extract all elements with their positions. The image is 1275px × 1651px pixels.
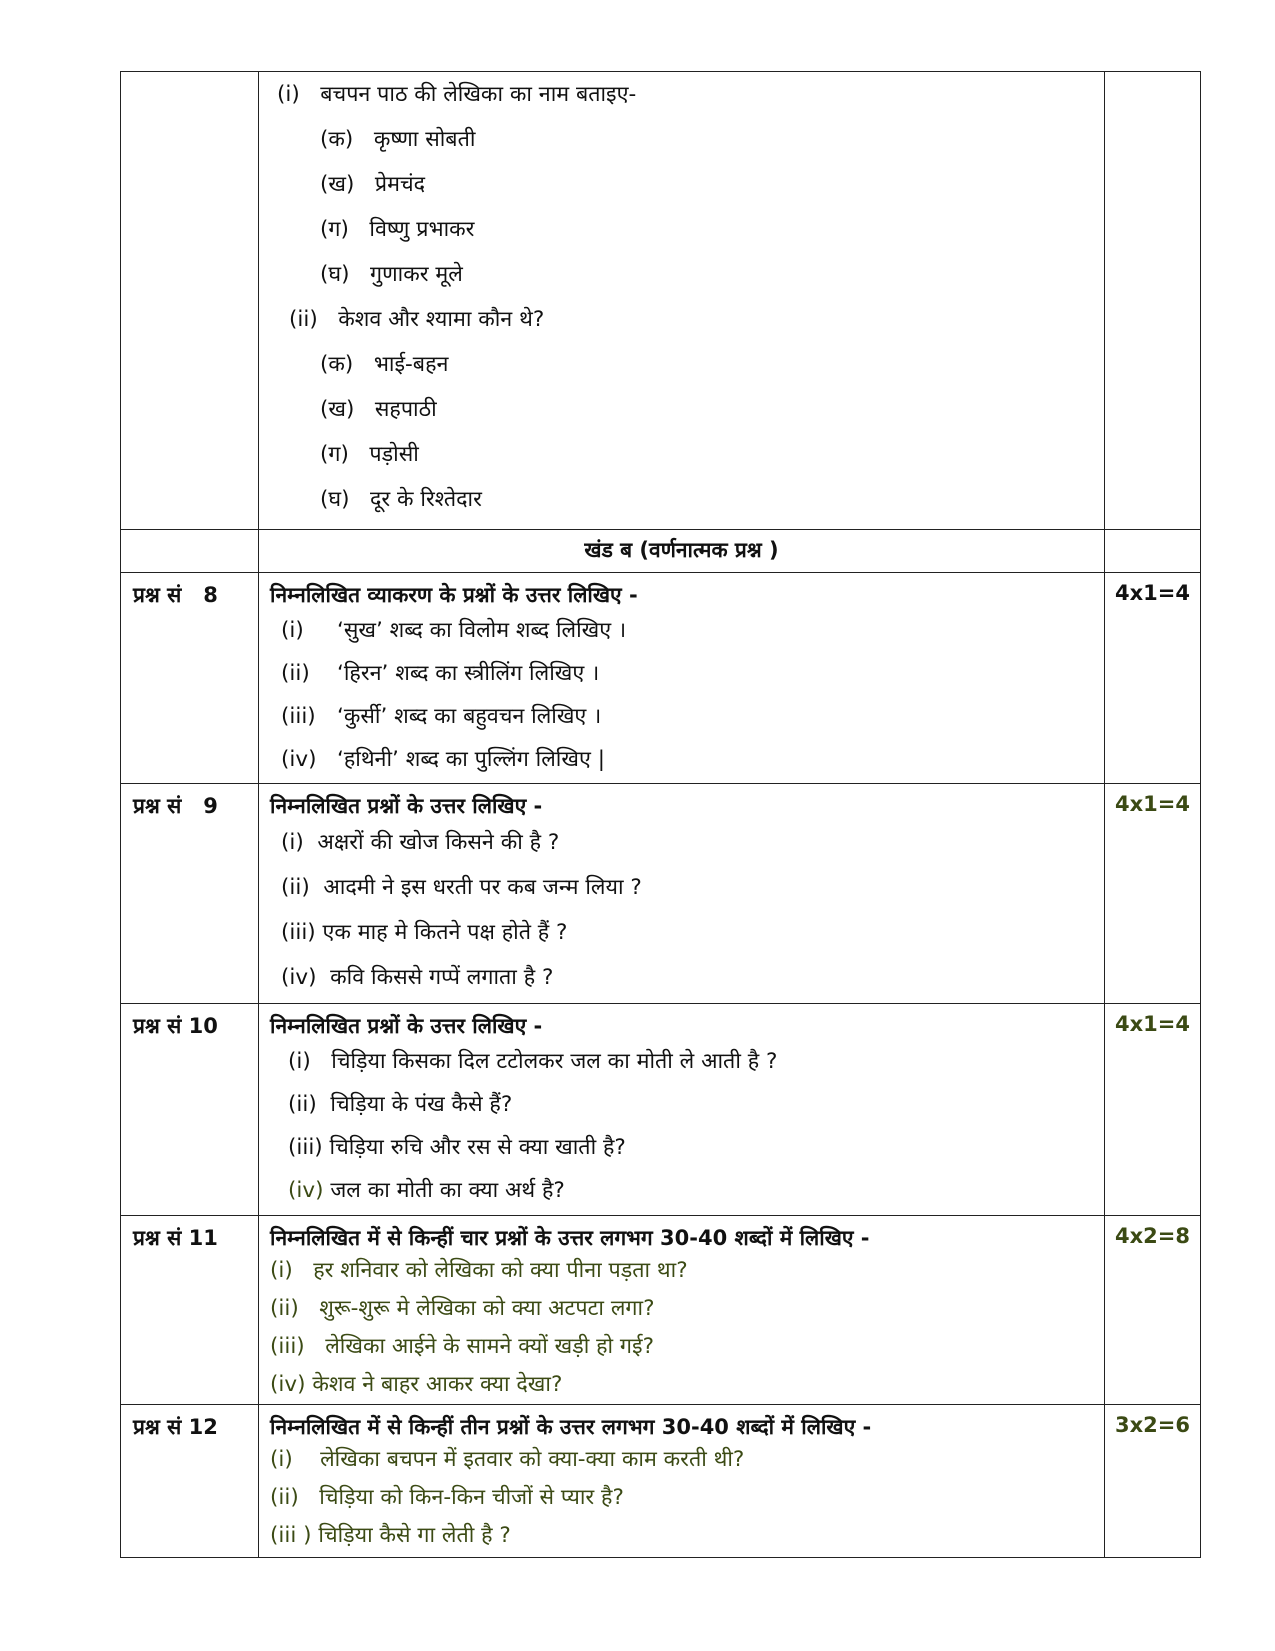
sub-text: एक माह मे कितने पक्ष होते हैं ? — [322, 920, 568, 945]
mcq-option — [259, 477, 1104, 522]
sub-label: (iv) — [288, 1178, 324, 1203]
sub-question — [259, 652, 1104, 695]
question-heading: निम्नलिखित व्याकरण के प्रश्नों के उत्तर लिखिए - — [270, 583, 638, 607]
sub-question — [259, 1290, 1104, 1328]
option-text: पड़ोसी — [369, 442, 419, 467]
question-row-8 — [121, 573, 1201, 784]
question-number: प्रश्न सं 12 — [121, 1405, 259, 1558]
mcq-number-cell — [121, 72, 259, 530]
sub-question — [259, 1252, 1104, 1290]
mcq-option — [259, 207, 1104, 252]
mcq-option — [259, 162, 1104, 207]
sub-text: केशव ने बाहर आकर क्या देखा? — [312, 1372, 563, 1397]
sub-text: चिड़िया कैसे गा लेती है ? — [318, 1523, 511, 1548]
empty-cell — [121, 530, 259, 573]
mcq-question-2 — [259, 297, 1104, 342]
question-table — [120, 71, 1201, 1558]
sub-question — [259, 910, 1104, 955]
q-label: (i) — [277, 82, 300, 107]
option-key: (घ) — [320, 262, 350, 287]
sub-label: (ii) — [270, 1485, 299, 1510]
sub-question — [259, 1328, 1104, 1366]
mcq-marks-cell — [1105, 72, 1201, 530]
option-text: दूर के रिश्तेदार — [370, 487, 482, 512]
mcq-content-cell — [259, 72, 1105, 530]
sub-question — [259, 1169, 1104, 1212]
sub-label: (ii) — [281, 661, 310, 686]
question-row-12 — [121, 1405, 1201, 1558]
sub-label: (iii ) — [270, 1523, 312, 1548]
section-b-title: खंड ब (वर्णनात्मक प्रश्न ) — [259, 530, 1105, 573]
sub-text: अक्षरों की खोज किसने की है ? — [317, 830, 560, 855]
sub-question — [259, 1441, 1104, 1479]
sub-question — [259, 738, 1104, 781]
sub-text: ‘हथिनी’ शब्द का पुल्लिंग लिखिए | — [337, 747, 605, 772]
sub-label: (iv) — [281, 747, 317, 772]
question-heading: निम्नलिखित में से किन्हीं चार प्रश्नों के उत्तर लगभग 30-40 शब्दों में लिखिए - — [270, 1226, 870, 1250]
sub-label: (ii) — [281, 875, 310, 900]
marks: 4x1=4 — [1105, 784, 1201, 1004]
sub-label: (i) — [270, 1447, 293, 1472]
sub-label: (i) — [270, 1258, 293, 1283]
sub-label: (iii) — [281, 920, 316, 945]
sub-text: चिड़िया रुचि और रस से क्या खाती है? — [329, 1135, 626, 1160]
sub-label: (iii) — [288, 1135, 323, 1160]
sub-question — [259, 1517, 1104, 1555]
option-text: विष्णु प्रभाकर — [369, 217, 475, 242]
option-text: भाई-बहन — [373, 352, 449, 377]
sub-question — [259, 1479, 1104, 1517]
marks: 4x1=4 — [1105, 1004, 1201, 1216]
sub-text: कवि किससे गप्पें लगाता है ? — [330, 965, 554, 990]
sub-text: लेखिका बचपन में इतवार को क्या-क्या काम करती थी? — [320, 1447, 745, 1472]
option-key: (घ) — [320, 487, 350, 512]
marks: 4x2=8 — [1105, 1216, 1201, 1405]
sub-question — [259, 820, 1104, 865]
sub-label: (i) — [281, 830, 304, 855]
sub-question — [259, 695, 1104, 738]
mcq-option — [259, 432, 1104, 477]
sub-question — [259, 865, 1104, 910]
question-content — [259, 1216, 1105, 1405]
sub-question — [259, 1366, 1104, 1404]
sub-question — [259, 1040, 1104, 1083]
sub-label: (i) — [281, 618, 304, 643]
sub-text: ‘कुर्सी’ शब्द का बहुवचन लिखिए । — [337, 704, 602, 729]
option-key: (ग) — [320, 217, 349, 242]
question-number: प्रश्न सं 11 — [121, 1216, 259, 1405]
sub-label: (iii) — [270, 1334, 305, 1359]
mcq-option — [259, 342, 1104, 387]
question-row-11 — [121, 1216, 1201, 1405]
marks: 4x1=4 — [1105, 573, 1201, 784]
sub-label: (iv) — [270, 1372, 306, 1397]
question-number: प्रश्न सं 8 — [121, 573, 259, 784]
option-text: गुणाकर मूले — [370, 262, 463, 287]
marks: 3x2=6 — [1105, 1405, 1201, 1558]
sub-text: चिड़िया के पंख कैसे हैं? — [330, 1092, 513, 1117]
question-heading: निम्नलिखित में से किन्हीं तीन प्रश्नों के उत्तर लगभग 30-40 शब्दों में लिखिए - — [270, 1415, 872, 1439]
sub-text: आदमी ने इस धरती पर कब जन्म लिया ? — [323, 875, 642, 900]
sub-label: (i) — [288, 1049, 311, 1074]
sub-label: (iii) — [281, 704, 316, 729]
sub-text: चिड़िया को किन-किन चीजों से प्यार है? — [319, 1485, 624, 1510]
sub-question — [259, 1083, 1104, 1126]
sub-text: जल का मोती का क्या अर्थ है? — [330, 1178, 565, 1203]
option-text: कृष्णा सोबती — [373, 127, 476, 152]
question-row-9 — [121, 784, 1201, 1004]
sub-text: हर शनिवार को लेखिका को क्या पीना पड़ता था? — [313, 1258, 688, 1283]
mcq-row — [121, 72, 1201, 530]
question-content — [259, 784, 1105, 1004]
mcq-option — [259, 252, 1104, 297]
option-key: (ख) — [320, 397, 355, 422]
question-heading: निम्नलिखित प्रश्नों के उत्तर लिखिए - — [270, 1014, 543, 1038]
mcq-option — [259, 387, 1104, 432]
option-text: सहपाठी — [374, 397, 437, 422]
question-number: प्रश्न सं 10 — [121, 1004, 259, 1216]
sub-text: ‘हिरन’ शब्द का स्त्रीलिंग लिखिए । — [337, 661, 600, 686]
mcq-option — [259, 117, 1104, 162]
sub-label: (ii) — [270, 1296, 299, 1321]
section-b-row — [121, 530, 1201, 573]
question-content — [259, 1004, 1105, 1216]
question-number: प्रश्न सं 9 — [121, 784, 259, 1004]
mcq-question-1 — [259, 72, 1104, 117]
sub-label: (ii) — [288, 1092, 317, 1117]
sub-label: (iv) — [281, 965, 317, 990]
question-content — [259, 1405, 1105, 1558]
empty-cell — [1105, 530, 1201, 573]
sub-text: चिड़िया किसका दिल टटोलकर जल का मोती ले आती है ? — [331, 1049, 778, 1074]
option-key: (क) — [320, 352, 354, 377]
sub-text: लेखिका आईने के सामने क्यों खड़ी हो गई? — [325, 1334, 654, 1359]
q-text: केशव और श्यामा कौन थे? — [338, 307, 545, 332]
sub-question — [259, 609, 1104, 652]
sub-question — [259, 1126, 1104, 1169]
option-text: प्रेमचंद — [374, 172, 426, 197]
q-label: (ii) — [289, 307, 318, 332]
option-key: (ख) — [320, 172, 355, 197]
question-row-10 — [121, 1004, 1201, 1216]
option-key: (क) — [320, 127, 354, 152]
q-text: बचपन पाठ की लेखिका का नाम बताइए- — [320, 82, 637, 107]
sub-text: ‘सुख’ शब्द का विलोम शब्द लिखिए । — [337, 618, 627, 643]
option-key: (ग) — [320, 442, 349, 467]
sub-text: शुरू-शुरू मे लेखिका को क्या अटपटा लगा? — [319, 1296, 655, 1321]
question-heading: निम्नलिखित प्रश्नों के उत्तर लिखिए - — [270, 794, 543, 818]
sub-question — [259, 955, 1104, 1000]
question-content — [259, 573, 1105, 784]
